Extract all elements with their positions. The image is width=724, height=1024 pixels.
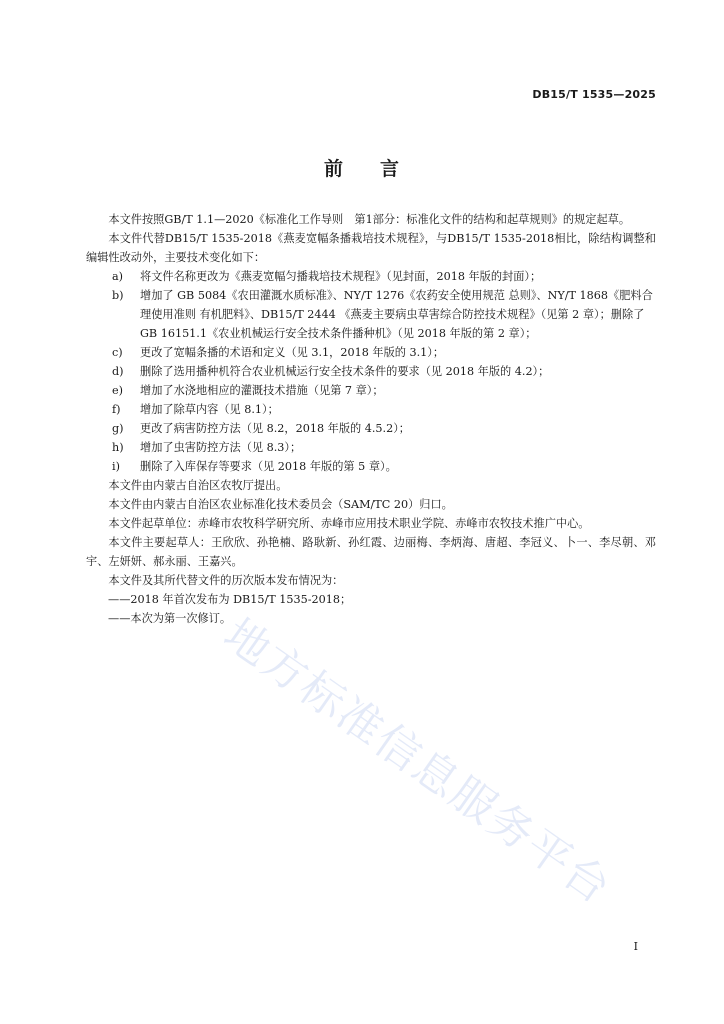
page-number: I bbox=[633, 940, 638, 953]
list-item-text: 增加了虫害防控方法（见 8.3）； bbox=[140, 441, 302, 454]
history-item: ——2018 年首次发布为 DB15/T 1535-2018； bbox=[108, 593, 352, 606]
list-item-label: c) bbox=[112, 346, 123, 359]
list-item-text: 增加了 GB 5084《农田灌溉水质标准》、NY/T 1276《农药安全使用规范 总则》、NY/T 1868《肥料合理使用准则 有机肥料》、DB15/T 2444 《燕麦主要病虫草害综合防控技术规程》（见第 2 章）；删除了 GB 16151.1《农业机械运行安全技术条件播种机》（见 2018 年版的第 2 章）； bbox=[140, 289, 653, 340]
paragraph-committee: 本文件由内蒙古自治区农业标准化技术委员会（SAM/TC 20）归口。 bbox=[108, 498, 453, 511]
paragraph-drafters: 本文件主要起草人：王欣欣、孙艳楠、路耿新、孙红霞、边丽梅、李炳海、唐超、李冠义、卜一、李尽朝、邓宇、左妍妍、郝永丽、王嘉兴。 bbox=[86, 536, 656, 568]
list-item-label: b) bbox=[112, 289, 124, 302]
history-item: ——本次为第一次修订。 bbox=[108, 612, 232, 625]
list-item bbox=[86, 286, 656, 343]
list-item-label: i) bbox=[112, 460, 120, 473]
title-char-1: 前 bbox=[323, 158, 344, 180]
document-body bbox=[86, 210, 656, 628]
list-item-label: a) bbox=[112, 270, 124, 283]
list-item-text: 更改了病害防控方法（见 8.2，2018 年版的 4.5.2）； bbox=[140, 422, 410, 435]
list-item-text: 增加了水浇地相应的灌溉技术措施（见第 7 章）； bbox=[140, 384, 384, 397]
list-item bbox=[86, 267, 656, 286]
watermark: 地方标准信息服务平台 bbox=[214, 609, 621, 915]
list-item-text: 删除了选用播种机符合农业机械运行安全技术条件的要求（见 2018 年版的 4.2）； bbox=[140, 365, 550, 378]
list-item bbox=[86, 438, 656, 457]
list-item-label: f) bbox=[112, 403, 121, 416]
list-item-text: 增加了除草内容（见 8.1）； bbox=[140, 403, 279, 416]
page-title bbox=[0, 154, 724, 181]
list-item bbox=[86, 419, 656, 438]
list-item-label: h) bbox=[112, 441, 124, 454]
paragraph-drafting-units: 本文件起草单位：赤峰市农牧科学研究所、赤峰市应用技术职业学院、赤峰市农牧技术推广中心。 bbox=[108, 517, 590, 530]
list-item-text: 更改了宽幅条播的术语和定义（见 3.1，2018 年版的 3.1）； bbox=[140, 346, 445, 359]
change-list bbox=[86, 267, 656, 476]
paragraph-drafting-rules: 本文件按照GB/T 1.1—2020《标准化工作导则 第1部分：标准化文件的结构和起草规则》的规定起草。 bbox=[108, 213, 631, 226]
list-item-label: e) bbox=[112, 384, 123, 397]
paragraph-proposer: 本文件由内蒙古自治区农牧厅提出。 bbox=[108, 479, 288, 492]
document-code: DB15/T 1535—2025 bbox=[532, 88, 656, 101]
list-item bbox=[86, 400, 656, 419]
title-char-2: 言 bbox=[380, 158, 401, 180]
list-item-text: 删除了入库保存等要求（见 2018 年版的第 5 章）。 bbox=[140, 460, 397, 473]
list-item-text: 将文件名称更改为《燕麦宽幅匀播栽培技术规程》（见封面，2018 年版的封面）； bbox=[140, 270, 542, 283]
list-item-label: g) bbox=[112, 422, 124, 435]
list-item bbox=[86, 457, 656, 476]
list-item bbox=[86, 343, 656, 362]
list-item bbox=[86, 381, 656, 400]
paragraph-replacement: 本文件代替DB15/T 1535-2018《燕麦宽幅条播栽培技术规程》，与DB15/T 1535-2018相比，除结构调整和编辑性改动外，主要技术变化如下： bbox=[86, 232, 656, 264]
paragraph-history: 本文件及其所代替文件的历次版本发布情况为： bbox=[108, 574, 344, 587]
list-item bbox=[86, 362, 656, 381]
list-item-label: d) bbox=[112, 365, 124, 378]
